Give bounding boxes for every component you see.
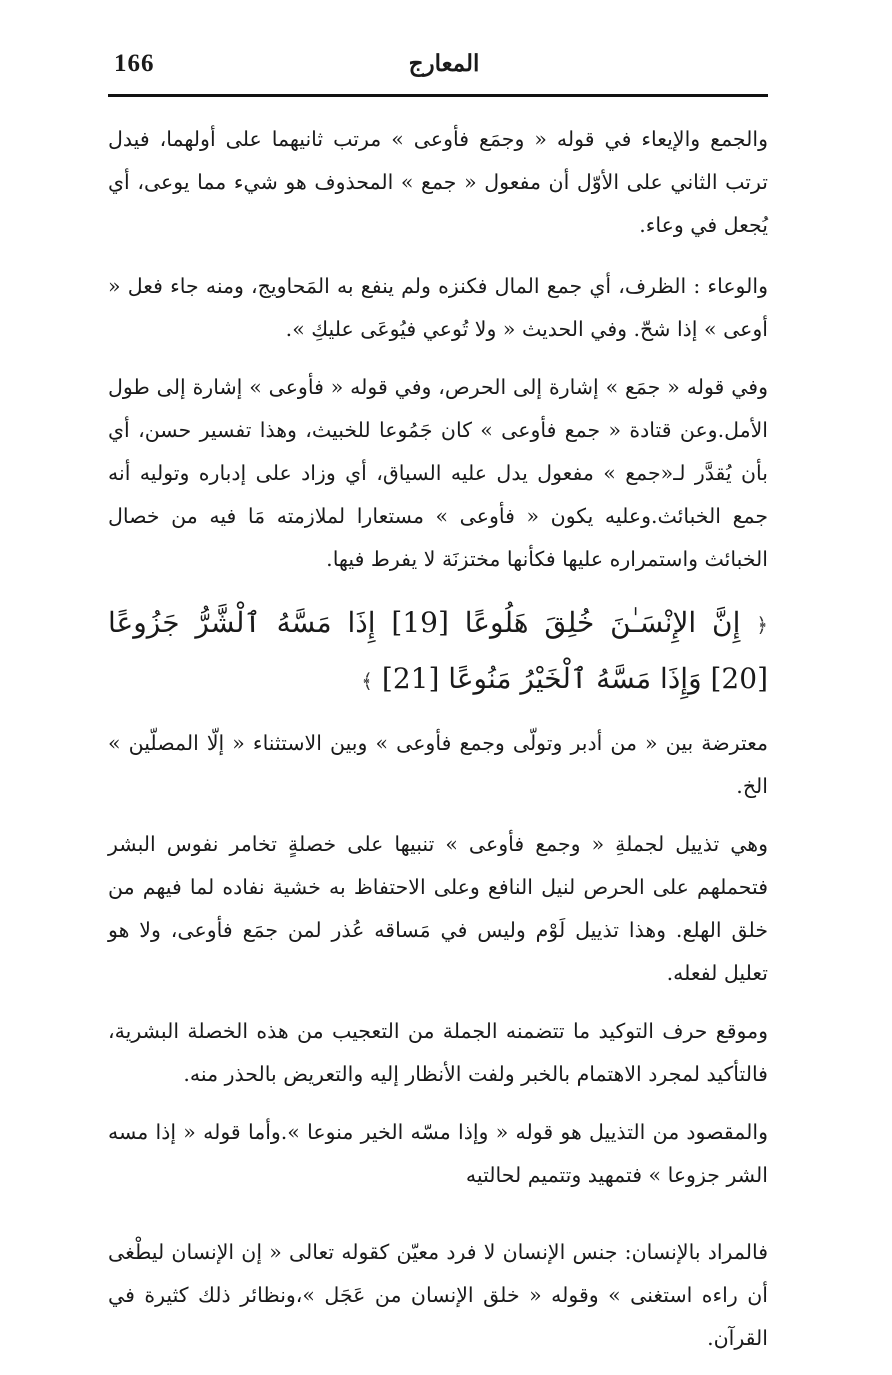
page-number: 166 <box>114 50 155 77</box>
paragraph: والمقصود من التذييل هو قوله « وإذا مسّه الخير منوعا ».وأما قوله « إذا مسه الشر جزوعا » فتمهيد وتتميم لحالتيه <box>108 1120 768 1187</box>
paragraph: والوعاء : الظرف، أي جمع المال فكنزه ولم ينفع به المَحاويج، ومنه جاء فعل « أوعى » إذا شحّ. وفي الحديث « ولا تُوعي فيُوعَى عليكِ ». <box>108 274 768 341</box>
verse-text: إِنَّ الإِنْسَـٰنَ خُلِقَ هَلُوعًا [19] إِذَا مَسَّهُ ٱلْشَّرُّ جَزُوعًا [20] وَإِذَا مَسَّهُ ٱلْخَيْرُ مَنُوعًا [21] <box>108 606 768 695</box>
paragraph: وفي قوله « جمَع » إشارة إلى الحرص، وفي قوله « فأوعى » إشارة إلى طول الأمل.وعن قتادة « جمع فأوعى » كان جَمُوعا للخبيث، وهذا تفسير حسن، أي بأن يُقدَّر لـ«جمع » مفعول يدل عليه السياق، أي وزاد على إدباره وتوليه أنه جمع الخبائث.وعليه يكون « فأوعى » مستعارا لملازمته مَا فيه من خصال الخبائث واستمراره عليها فكأنها مختزنَة لا يفرط فيها. <box>108 375 768 571</box>
verse-close-bracket: ﴾ <box>361 669 373 693</box>
verse-open-bracket: ﴿ <box>756 613 768 637</box>
paragraph: فالمراد بالإنسان: جنس الإنسان لا فرد معيّن كقوله تعالى « إن الإنسان ليطْغى أن راءه استغنى » وقوله « خلق الإنسان من عَجَل »،ونظائر ذلك كثيرة في القرآن. <box>108 1240 768 1350</box>
paragraph: معترضة بين « من أدبر وتولّى وجمع فأوعى » وبين الاستثناء « إلّا المصلّين » الخ. <box>108 731 768 798</box>
running-title: المعارج <box>408 50 480 77</box>
quran-verse <box>108 596 768 708</box>
paragraph: وموقع حرف التوكيد ما تتضمنه الجملة من التعجيب من هذه الخصلة البشرية، فالتأكيد لمجرد الاهتمام بالخبر ولفت الأنظار إليه والتعريض بالحذر منه. <box>108 1019 768 1086</box>
page-body <box>108 118 768 1375</box>
page-header <box>108 44 768 97</box>
paragraph: وهي تذييل لجملةِ « وجمع فأوعى » تنبيها على خصلةٍ تخامر نفوس البشر فتحملهم على الحرص لنيل النافع وعلى الاحتفاظ به خشية نفاده لما فيهم من خلق الهلع. وهذا تذييل لَوْم وليس في مَساقه عُذر لمن جمَع فأوعى، ولا هو تعليل لفعله. <box>108 832 768 985</box>
paragraph: والجمع والإيعاء في قوله « وجمَع فأوعى » مرتب ثانيهما على أولهما، فيدل ترتب الثاني على الأوّل أن مفعول « جمع » المحذوف هو شيء مما يوعى، أي يُجعل في وعاء. <box>108 127 768 237</box>
